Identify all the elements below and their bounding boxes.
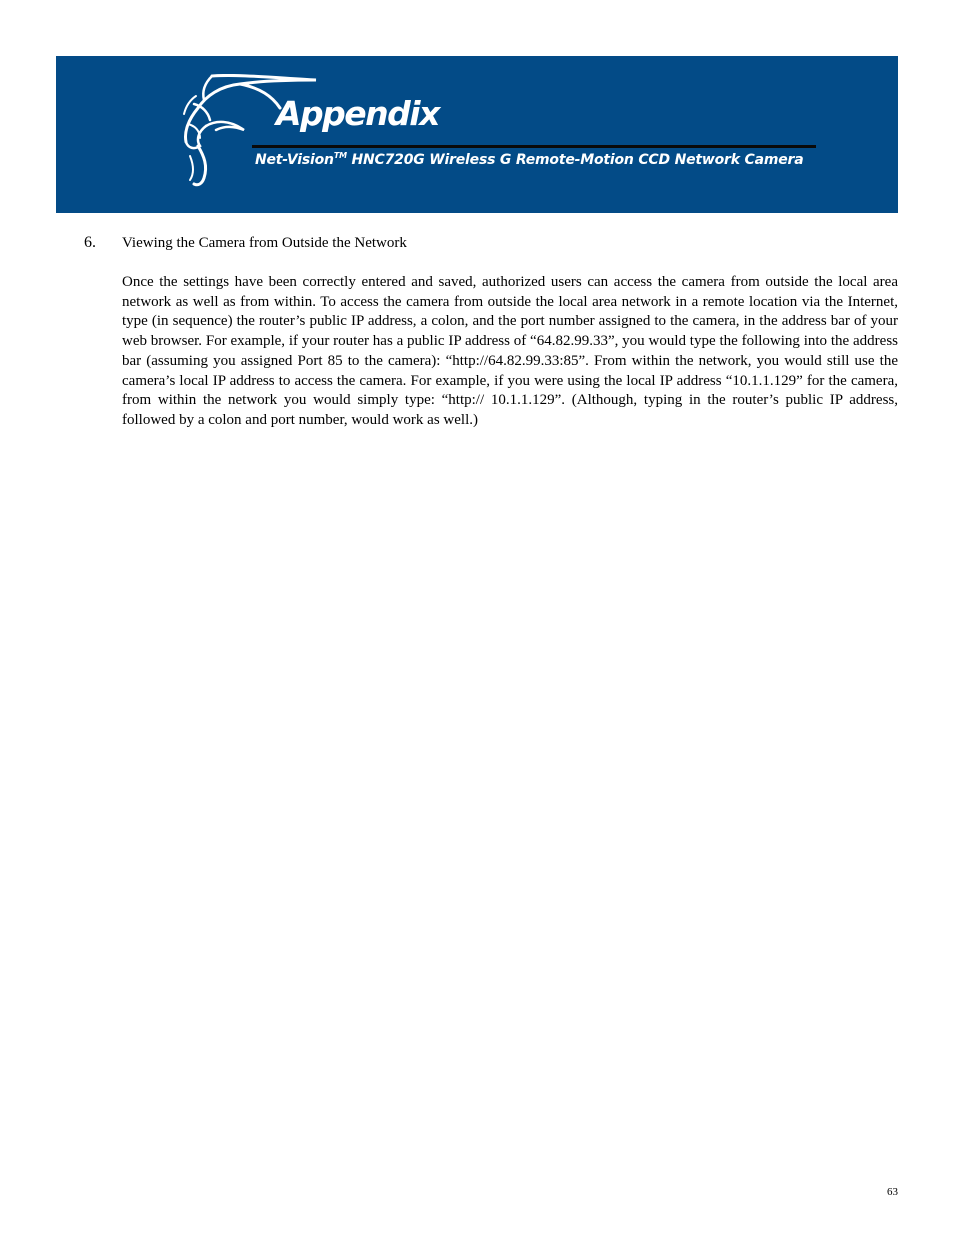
- page-number: 63: [887, 1186, 898, 1198]
- subtitle-brand: Net-Vision: [255, 152, 334, 168]
- section-heading: Viewing the Camera from Outside the Network: [122, 235, 407, 251]
- banner-subtitle: [255, 152, 803, 168]
- trademark-mark: TM: [333, 151, 347, 160]
- banner-title: Appendix: [276, 94, 439, 133]
- banner-divider: [252, 145, 816, 148]
- body-paragraph: Once the settings have been correctly entered and saved, authorized users can access the camera from outside the local area network as well as from within. To access the camera from outside the local area network in a remote location via the Internet, type (in sequence) the router’s public IP address, a colon, and the port number assigned to the camera, in the address bar of your web browser. For example, if your router has a public IP address of “64.82.99.33”, you would type the following into the address bar (assuming you assigned Port 85 to the camera): “http://64.82.99.33:85”. From within the network, you would still use the camera’s local IP address to access the camera. For example, if you were using the local IP address “10.1.1.129” for the camera, from within the network you would simply type: “http:// 10.1.1.129”. (Although, typing in the router’s public IP address, followed by a colon and port number, would work as well.): [122, 274, 898, 428]
- subtitle-product: HNC720G Wireless G Remote-Motion CCD Network Camera: [346, 152, 804, 168]
- header-banner: [56, 56, 898, 213]
- section-number: 6.: [84, 234, 96, 251]
